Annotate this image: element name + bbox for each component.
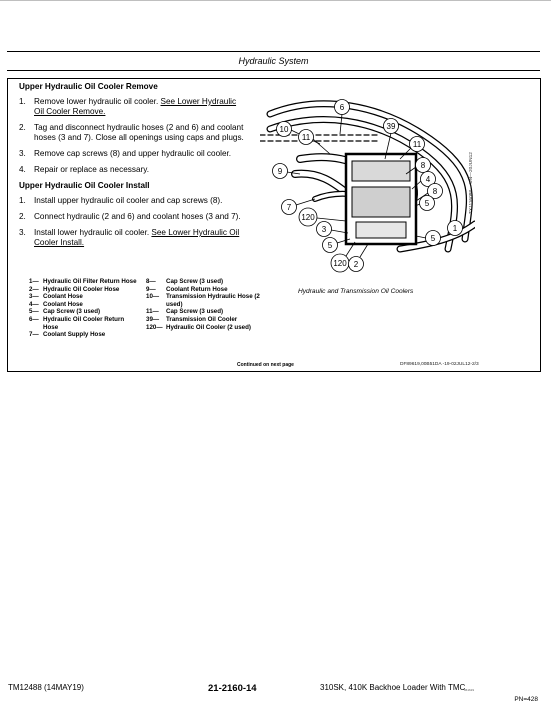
svg-text:10: 10 xyxy=(279,125,289,134)
svg-text:8: 8 xyxy=(432,187,438,196)
svg-text:11: 11 xyxy=(412,140,422,149)
step-text: Install lower hydraulic oil cooler. xyxy=(34,228,152,237)
remove-step xyxy=(19,97,247,117)
legend-item: 39— Transmission Oil Cooler xyxy=(146,315,238,323)
svg-text:3: 3 xyxy=(321,225,327,234)
remove-steps xyxy=(19,97,247,175)
legend-item: 6— Hydraulic Oil Cooler Return Hose xyxy=(29,315,125,331)
continued-note: Continued on next page xyxy=(237,362,294,368)
model-title: 310SK, 410K Backhoe Loader With TMC xyxy=(320,683,466,692)
step-text: Tag and disconnect hydraulic hoses (2 and 6) and coolant hoses (3 and 7). Close all openings using caps and plugs. xyxy=(34,123,244,142)
step-number: 3. xyxy=(19,228,26,237)
svg-text:5: 5 xyxy=(424,199,430,208)
svg-text:11: 11 xyxy=(301,133,311,142)
svg-text:1: 1 xyxy=(452,224,458,233)
page-serial: PN=428 xyxy=(514,696,538,703)
step-number: 2. xyxy=(19,123,26,132)
step-text: Remove lower hydraulic oil cooler. xyxy=(34,97,161,106)
step-number: 4. xyxy=(19,165,26,174)
step-text: Connect hydraulic (2 and 6) and coolant hoses (3 and 7). xyxy=(34,212,241,221)
manual-id: TM12488 (14MAY19) xyxy=(8,683,84,692)
step-number: 1. xyxy=(19,97,26,106)
svg-text:120: 120 xyxy=(333,259,347,268)
svg-text:9: 9 xyxy=(277,167,283,176)
svg-text:7: 7 xyxy=(286,203,292,212)
legend-item: 5— Cap Screw (3 used) xyxy=(29,308,101,316)
lower-cooler-remove-link[interactable]: See Lower Hydraulic Oil Cooler Remove. xyxy=(34,97,237,116)
svg-text:4: 4 xyxy=(425,175,431,184)
procedure-box xyxy=(7,78,541,372)
install-heading: Upper Hydraulic Oil Cooler Install xyxy=(19,181,150,190)
svg-text:8: 8 xyxy=(420,161,426,170)
step-text: Install upper hydraulic oil cooler and cap screws (8). xyxy=(34,196,223,205)
step-text: Remove cap screws (8) and upper hydraulic oil cooler. xyxy=(34,149,232,158)
step-number: 2. xyxy=(19,212,26,221)
legend-item: 4— Coolant Hose xyxy=(29,300,83,308)
svg-text:2: 2 xyxy=(353,260,359,269)
callout-5-right xyxy=(415,196,435,211)
step-number: 1. xyxy=(19,196,26,205)
callout-1 xyxy=(448,221,463,236)
legend-item: 11— Cap Screw (3 used) xyxy=(146,308,224,316)
install-step xyxy=(19,228,247,248)
legend-column-2 xyxy=(146,278,261,331)
install-steps xyxy=(19,196,247,248)
figure-reference-code: TX1116098 —UN—20JUN12 xyxy=(469,152,474,214)
page-top-border xyxy=(0,0,551,1)
svg-text:120: 120 xyxy=(301,213,315,222)
oil-cooler-diagram xyxy=(260,99,475,279)
step-number: 3. xyxy=(19,149,26,158)
svg-text:5: 5 xyxy=(327,241,333,250)
remove-heading: Upper Hydraulic Oil Cooler Remove xyxy=(19,82,158,91)
footer-date-code: 061619 xyxy=(464,688,475,692)
section-header: Hydraulic System xyxy=(7,51,540,71)
svg-text:5: 5 xyxy=(430,234,436,243)
svg-text:39: 39 xyxy=(386,122,396,131)
install-step xyxy=(19,196,247,206)
legend-item: 9— Coolant Return Hose xyxy=(146,285,228,293)
legend-item: 120— Hydraulic Oil Cooler (2 used) xyxy=(146,323,251,331)
legend-item: 7— Coolant Supply Hose xyxy=(29,331,106,339)
callout-3 xyxy=(317,222,349,237)
callout-11 xyxy=(299,130,331,155)
legend-item: 1— Hydraulic Oil Filter Return Hose xyxy=(29,278,137,285)
remove-step xyxy=(19,165,247,175)
legend-item: 8— Cap Screw (3 used) xyxy=(146,278,224,285)
legend-column-1 xyxy=(29,278,137,339)
remove-step xyxy=(19,123,247,143)
remove-step xyxy=(19,149,247,159)
document-reference: DF89619,00B51DA -19-02JUL12-2/3 xyxy=(400,362,479,367)
legend-item: 10— Transmission Hydraulic Hose (2 used) xyxy=(146,293,260,308)
install-step xyxy=(19,212,247,222)
procedure-text xyxy=(19,82,247,254)
legend-item: 3— Coolant Hose xyxy=(29,293,83,301)
step-text: Repair or replace as necessary. xyxy=(34,165,149,174)
figure-caption: Hydraulic and Transmission Oil Coolers xyxy=(298,288,414,295)
lower-cooler-install-link[interactable]: See Lower Hydraulic Oil Cooler Install. xyxy=(34,228,240,247)
legend-item: 2— Hydraulic Oil Cooler Hose xyxy=(29,285,120,293)
page-number: 21-2160-14 xyxy=(208,683,257,694)
svg-text:6: 6 xyxy=(339,103,345,112)
